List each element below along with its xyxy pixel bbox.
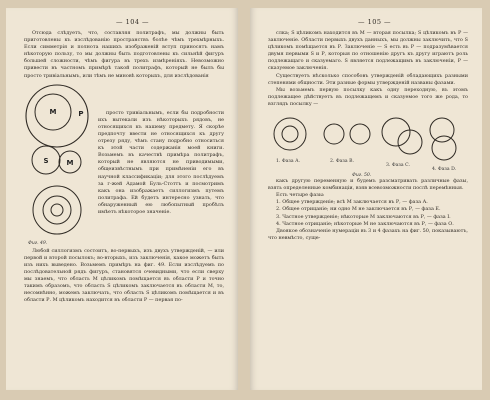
- phase-item: 1. Общее утвержденіе; всѣ М заключается въ Р, — фаза А.: [276, 199, 428, 206]
- left-figure-row: [24, 82, 224, 248]
- phase-item: 2. Общее отрицаніе; ни одно М не заключается въ Р, — фаза Е.: [276, 206, 441, 213]
- label-m-small: M: [66, 158, 74, 167]
- figure-49: [24, 82, 94, 248]
- circle-inner-bottom: [51, 204, 63, 216]
- circle-mid-bottom: [43, 196, 71, 224]
- label-p: P: [78, 109, 84, 118]
- right-intro-paragraph: слка; S цѣликомъ находится въ М — вторая посылка; S цѣликомъ въ Р — заключеніе. Области первыхъ двухъ данныхъ, мы должны заключить, что S цѣликомъ помѣщается въ Р. Заключеніе — S есть въ Р — подразумѣвается двумя первыми S и Р, которыя по отношенію другъ къ другу играютъ роль подлежащаго и сказуемаго. S является подлежащимъ въ заключеніи, Р — сказуемое заключенія. Существуетъ нѣсколько способовъ утвержденій обладающихъ разными степенями общности. Эти разные формы утвержденій названы фазами. Мы возьмемъ первую посылку какъ одну переходную, въ этомъ подлежащее дѣйствуетъ въ подлежащемъ и сказуемое того же рода, то взглядъ посылку —: [268, 30, 468, 107]
- phase-label-c: 3. Фаза С.: [386, 163, 411, 169]
- phase-b-right: [350, 124, 370, 144]
- page-number: — 105 —: [358, 18, 392, 26]
- figure-50: [268, 110, 468, 178]
- right-page: [250, 8, 482, 390]
- circle-outer-bottom: [33, 186, 81, 234]
- right-body: какъ другую переменную и будемъ разсматривать различные фазы, взять определенные комбинаціи, взяв всевозможности послѣ перемѣнныя. Есть четыре фазы: 1. Общее утвержденіе; всѣ М заключается въ Р, — фаза А. 2. Общее отрицаніе; ни одно М не заключается въ Р, — фаза Е. 3. Частное утвержденіе; нѣкоторые М заключаются въ Р, — фаза I. 4. Частное отрицаніе; нѣкоторые М не заключаются въ Р, — фаза О. Двоякое обозначеніе нумераціи въ 3 и 4 фазахъ на фиг. 50, показываютъ, что невмѣсто, суще-: [268, 178, 468, 241]
- label-m: M: [49, 107, 57, 116]
- phase-a-outer: [274, 118, 306, 150]
- phase-b-left: [324, 124, 344, 144]
- phase-item: 4. Частное отрицаніе; нѣкоторые М не заключаются въ Р, — фаза О.: [276, 220, 454, 227]
- figure-caption: Фиг. 49.: [28, 240, 48, 246]
- phase-item: 3. Частное утвержденіе; нѣкоторые М заключаются въ Р, — фаза I.: [276, 213, 451, 220]
- phase-label-a: 1. Фаза А.: [276, 159, 301, 165]
- figure-caption: Фиг. 50.: [352, 173, 372, 179]
- left-side-paragraph: просто тривіальнымъ, если бы подробности ихъ вытекали изъ нѣкоторыхъ рядовъ, не относящихся къ нашему предмету. Я скорѣе предпочту ввести не относящихся къ другу отрезу ряду, чѣмъ стану подробно относиться къ этой части содержанія моей книги. Возьмемъ въ качествѣ примѣра политрафъ, который не являются не приводимыми, общеизвѣстнымъ при примѣненіи его въ научной классификаціи; для этого послѣдуемъ за г-жей Адамой Буль-Стоттъ и посмотримъ какъ она изображаетъ силлогизмъ путемъ политрафа. Ей будетъ интересно узнать, что обнаруженный ею любопытный пробѣлъ имѣетъ нѣкоторое значеніе.: [98, 109, 224, 215]
- phase-label-b: 2. Фаза В.: [330, 159, 354, 165]
- phase-c-left: [382, 118, 410, 146]
- label-s: S: [43, 156, 49, 165]
- phase-d-bottom: [432, 136, 456, 160]
- phase-a-inner: [282, 126, 298, 142]
- phase-label-d: 4. Фаза D.: [432, 167, 457, 173]
- left-bottom-paragraph: Любой силлогизмъ состоитъ, во-первыхъ, изъ двухъ утвержденій, — или первой и второй посылокъ; во-вторыхъ, изъ заключенія, какое можетъ быть изъ нихъ выведено. Возьмемъ примѣръ на фиг. 49. Если изслѣдуемъ по послѣдовательной рядъ фигуръ, становятся очевидными, что если сверху мы знаемъ, что область М цѣликомъ помѣщается въ области Р и точно такимъ образомъ, что область S цѣликомъ заключается въ области М, то, несомнѣнно, можемъ заключать, что область S цѣликомъ помѣщается и въ области Р. М цѣликомъ находится въ области Р — первая по-: [24, 247, 224, 304]
- left-page: [6, 8, 238, 390]
- page-number: — 104 —: [116, 18, 150, 26]
- left-intro-paragraph: Отсюда слѣдуетъ, что, составляя политрафъ, мы должны быть приготовлены къ изслѣдованію пространствъ болѣе чѣмъ трехмѣрныхъ. Если симметрія и полнота нашихъ изображеній вступ приносятъ намъ нѣкоторую пользу, то мы должны быть подготовлены къ сильнѣй фигуръ большей сложности, чѣмъ фигура въ трехъ измѣреніяхъ. Невозможно привести въ частномъ примѣрѣ такой политрафъ, который не былъ бы просто тривіальнымъ, или тѣмъ не миновѣ которыхъ, для изслѣдованія: [24, 30, 224, 79]
